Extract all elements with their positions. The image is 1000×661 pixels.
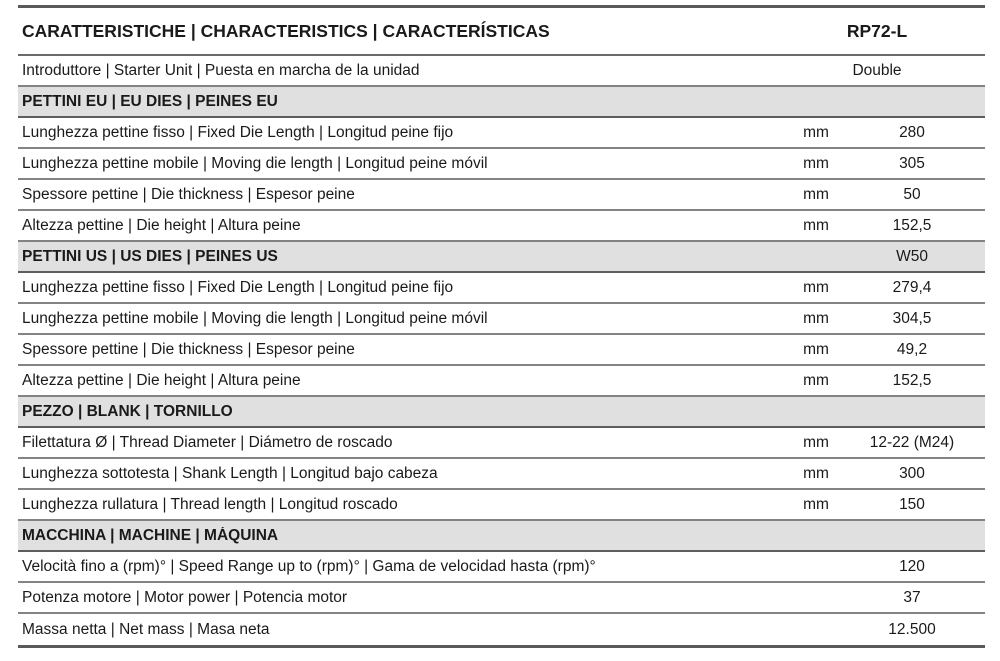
row-label: Lunghezza pettine mobile | Moving die length | Longitud peine móvil bbox=[22, 309, 488, 327]
row-value: 12-22 (M24) bbox=[869, 433, 955, 451]
row-value: 152,5 bbox=[892, 371, 932, 389]
table-header-row bbox=[18, 8, 985, 56]
row-label: Potenza motore | Motor power | Potencia motor bbox=[22, 588, 348, 606]
row-label: PETTINI EU | EU DIES | PEINES EU bbox=[22, 92, 278, 110]
model-name: RP72-L bbox=[846, 20, 908, 41]
row-value: 120 bbox=[899, 557, 925, 575]
row-label: Introduttore | Starter Unit | Puesta en marcha de la unidad bbox=[22, 61, 420, 79]
table-title: CARATTERISTICHE | CHARACTERISTICS | CARACTERÍSTICAS bbox=[22, 20, 550, 41]
row-value: W50 bbox=[896, 247, 928, 265]
row-label: Lunghezza pettine fisso | Fixed Die Length | Longitud peine fijo bbox=[22, 123, 454, 141]
section-row bbox=[18, 397, 985, 428]
row-label: MACCHINA | MACHINE | MÁQUINA bbox=[22, 526, 279, 544]
table-row bbox=[18, 56, 985, 87]
row-unit: mm bbox=[803, 309, 829, 327]
row-label: Spessore pettine | Die thickness | Espesor peine bbox=[22, 340, 355, 358]
table-row bbox=[18, 459, 985, 490]
table-row bbox=[18, 304, 985, 335]
row-unit: mm bbox=[803, 433, 829, 451]
row-label: Filettatura Ø | Thread Diameter | Diámetro de roscado bbox=[22, 433, 393, 451]
row-unit: mm bbox=[803, 185, 829, 203]
row-value: 304,5 bbox=[892, 309, 932, 327]
row-label: Spessore pettine | Die thickness | Espesor peine bbox=[22, 185, 355, 203]
row-label: Massa netta | Net mass | Masa neta bbox=[22, 620, 270, 638]
row-unit: mm bbox=[803, 216, 829, 234]
table-row bbox=[18, 614, 985, 645]
row-unit: mm bbox=[803, 340, 829, 358]
row-value: Double bbox=[852, 61, 902, 79]
row-label: Altezza pettine | Die height | Altura peine bbox=[22, 216, 301, 234]
table-row bbox=[18, 180, 985, 211]
spec-table bbox=[18, 5, 985, 648]
row-value: 150 bbox=[899, 495, 925, 513]
table-row bbox=[18, 552, 985, 583]
table-row bbox=[18, 118, 985, 149]
section-row bbox=[18, 87, 985, 118]
table-row bbox=[18, 211, 985, 242]
row-value: 300 bbox=[899, 464, 925, 482]
row-label: Lunghezza rullatura | Thread length | Longitud roscado bbox=[22, 495, 398, 513]
row-label: Altezza pettine | Die height | Altura peine bbox=[22, 371, 301, 389]
table-row bbox=[18, 149, 985, 180]
section-row bbox=[18, 242, 985, 273]
row-value: 279,4 bbox=[892, 278, 932, 296]
table-row bbox=[18, 366, 985, 397]
row-unit: mm bbox=[803, 495, 829, 513]
row-value: 50 bbox=[903, 185, 921, 203]
row-label: Velocità fino a (rpm)° | Speed Range up to (rpm)° | Gama de velocidad hasta (rpm)° bbox=[22, 557, 596, 575]
row-label: Lunghezza sottotesta | Shank Length | Longitud bajo cabeza bbox=[22, 464, 438, 482]
row-label: Lunghezza pettine mobile | Moving die length | Longitud peine móvil bbox=[22, 154, 488, 172]
row-value: 37 bbox=[903, 588, 921, 606]
row-value: 280 bbox=[899, 123, 925, 141]
row-unit: mm bbox=[803, 464, 829, 482]
row-label: PEZZO | BLANK | TORNILLO bbox=[22, 402, 233, 420]
row-unit: mm bbox=[803, 123, 829, 141]
table-row bbox=[18, 490, 985, 521]
table-row bbox=[18, 583, 985, 614]
row-value: 49,2 bbox=[896, 340, 928, 358]
row-label: Lunghezza pettine fisso | Fixed Die Length | Longitud peine fijo bbox=[22, 278, 454, 296]
table-row bbox=[18, 273, 985, 304]
row-value: 12.500 bbox=[888, 620, 936, 638]
table-row bbox=[18, 428, 985, 459]
row-unit: mm bbox=[803, 371, 829, 389]
row-value: 152,5 bbox=[892, 216, 932, 234]
table-body bbox=[18, 56, 985, 645]
row-unit: mm bbox=[803, 278, 829, 296]
row-label: PETTINI US | US DIES | PEINES US bbox=[22, 247, 278, 265]
row-value: 305 bbox=[899, 154, 925, 172]
row-unit: mm bbox=[803, 154, 829, 172]
table-row bbox=[18, 335, 985, 366]
section-row bbox=[18, 521, 985, 552]
